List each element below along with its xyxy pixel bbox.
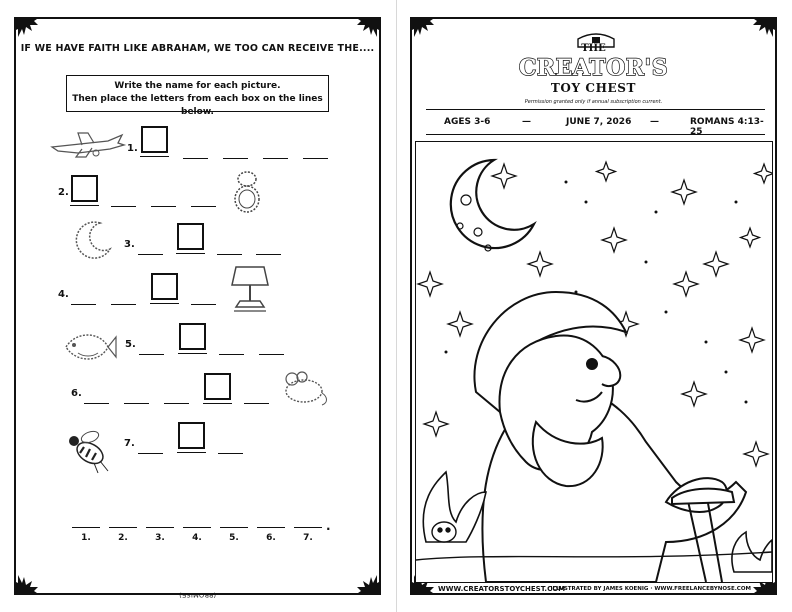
answer-number: 2. [118,533,128,543]
instructions-line-2: Then place the letters from each box on the lines below. [72,94,323,117]
question-number: 4. [58,289,69,300]
instructions-line-1: Write the name for each picture. [114,81,281,91]
final-answer-blank[interactable] [294,527,322,528]
scripture-reference: ROMANS 4:13-25 [690,117,764,137]
coloring-page [410,17,777,595]
answer-number: 4. [192,533,202,543]
instructions-box [66,75,329,117]
hedgehog-icon [432,522,456,542]
answer-number: 3. [155,533,165,543]
answer-blank[interactable] [218,453,243,454]
lamp-icon [228,263,272,319]
fish-icon [58,327,118,373]
answer-blank[interactable] [219,354,244,355]
illustrator-credit: ILLUSTRATED BY JAMES KOENIG · WWW.FREELANCEBYNOSE.COM [550,586,751,592]
abraham-coloring-illustration [415,141,773,583]
final-answer-blank[interactable] [146,527,174,528]
answer-blank[interactable] [84,403,109,404]
abraham-figure [474,292,746,582]
answer-blank[interactable] [111,206,136,207]
letter-box[interactable] [151,273,178,300]
answer-blank[interactable] [244,403,269,404]
final-answer-blank[interactable] [109,527,137,528]
question-number: 5. [125,339,136,350]
leaf-corner-icon [14,17,40,43]
answer-blank[interactable] [111,304,136,305]
question-number: 7. [124,438,135,449]
leaf-corner-icon [355,17,381,43]
ring-icon [231,169,263,219]
info-bar [426,109,765,135]
letter-box[interactable] [141,126,168,153]
page-title: IF WE HAVE FAITH LIKE ABRAHAM, WE TOO CAN RECEIVE THE.... [20,43,375,54]
answer-number: 1. [81,533,91,543]
question-number: 1. [127,143,138,154]
separator-dash: — [650,117,659,127]
answer-blank[interactable] [138,254,163,255]
answer-blank[interactable] [139,354,164,355]
age-range: AGES 3-6 [444,117,491,127]
question-number: 2. [58,187,69,198]
permission-note: Permission granted only if annual subscription current. [524,99,663,105]
final-answer-blank[interactable] [183,527,211,528]
answer-number: 7. [303,533,313,543]
crescent-moon-icon [451,160,534,251]
letter-box[interactable] [179,323,206,350]
logo-the: THE [581,43,606,54]
answer-number: 6. [266,533,276,543]
answer-blank[interactable] [183,158,208,159]
separator-dash: — [522,117,531,127]
letter-box[interactable] [204,373,231,400]
question-number: 6. [71,388,82,399]
answer-blank[interactable] [191,304,216,305]
page-footer [412,583,775,597]
final-answer-period: . [326,519,331,533]
answer-blank[interactable] [164,403,189,404]
mouse-icon [278,369,330,411]
answer-number: 5. [229,533,239,543]
lesson-date: JUNE 7, 2026 [566,117,632,127]
letter-box[interactable] [177,223,204,250]
question-number: 3. [124,239,135,250]
letter-box[interactable] [71,175,98,202]
answer-blank[interactable] [191,206,216,207]
answer-blank[interactable] [259,354,284,355]
answer-blank[interactable] [138,453,163,454]
answer-blank[interactable] [71,304,96,305]
activity-page [14,17,381,599]
final-answer-blank[interactable] [220,527,248,528]
moon-icon [72,219,114,265]
bee-icon [60,423,116,479]
final-answer-blank[interactable] [72,527,100,528]
answer-blank[interactable] [256,254,281,255]
leaf-corner-icon [751,17,777,43]
letter-box[interactable] [178,422,205,449]
answer-blank[interactable] [124,403,149,404]
page-fold [396,0,397,612]
logo-subtitle: TOY CHEST [550,81,637,95]
final-answer-blank[interactable] [257,527,285,528]
answer-blank[interactable] [303,158,328,159]
airplane-icon [48,127,128,163]
answer-blank[interactable] [151,206,176,207]
answer-blank[interactable] [263,158,288,159]
website-link[interactable]: WWW.CREATORSTOYCHEST.COM [438,585,566,593]
leaf-corner-icon [410,17,436,43]
upside-down-answer: (PROMISE) [178,591,217,599]
answer-blank[interactable] [217,254,242,255]
answer-blank[interactable] [223,158,248,159]
logo-title: CREATOR'S [518,55,669,81]
